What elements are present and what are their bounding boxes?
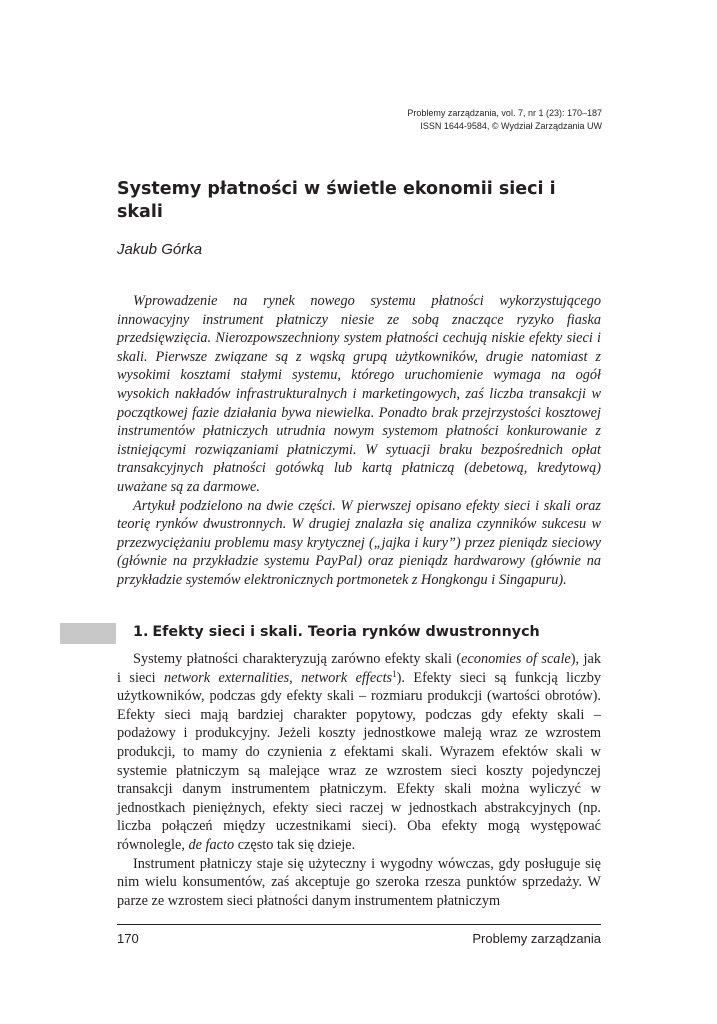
section-number: 1. <box>133 624 149 640</box>
abstract-paragraph-2: Artykuł podzielono na dwie części. W pierwszej opisano efekty sieci i skali oraz teorię rynków dwustronnych. W drugiej znalazła się analiza czynników sukcesu w przezwyciężaniu problemu masy krytycznej („jajka i kury”) przez pieniądz sieciowy (głównie na przykładzie systemu PayPal) oraz pieniądz hardwarowy (głównie na przykładzie systemów elektronicznych portmonetek z Hongkongu i Singapuru). <box>117 497 601 588</box>
text-run: ), jak i sieci <box>117 651 601 686</box>
running-header <box>142 107 602 133</box>
section-heading <box>133 622 540 642</box>
body-text <box>117 650 601 910</box>
body-paragraph-1 <box>117 650 601 855</box>
journal-citation: Problemy zarządzania, vol. 7, nr 1 (23): 170–187 <box>407 108 602 118</box>
section-marker-bar <box>60 623 116 644</box>
text-run: Systemy płatności charakteryzują zarówno efekty skali ( <box>133 651 462 667</box>
section-title: Efekty sieci i skali. Teoria rynków dwustronnych <box>152 624 540 640</box>
abstract-paragraph-1: Wprowadzenie na rynek nowego systemu płatności wykorzystującego innowacyjny instrument płatniczy niesie ze sobą znaczące ryzyko fiaska przedsięwzięcia. Nierozpowszechniony system płatności cechują niskie efekty sieci i skali. Pierwsze związane są z wąską grupą użytkowników, drugie natomiast z wysokimi kosztami stałymi systemu, którego uruchomienie wymaga na ogół wysokich nakładów infrastrukturalnych i marketingowych, zaś liczba transakcji w początkowej fazie działania bywa niewielka. Ponadto brak przejrzystości kosztowej instrumentów płatniczych utrudnia nowym systemom płatności konkurowanie z istniejącymi rozwiązaniami płatniczymi. W sytuacji braku bezpośrednich opłat transakcyjnych płatności gotówką lub kartą płatniczą (debetową, kredytową) uważane są za darmowe. <box>117 293 601 495</box>
text-run: ). Efekty sieci są funkcją liczby użytkowników, podczas gdy efekty skali – rozmiaru produkcji (wartości obrotów). Efekty sieci mają bardziej charakter popytowy, podczas gdy efekty skali – podażowy i produkcyjny. Jeżeli koszty jednostkowe maleją wraz ze wzrostem produkcji, to mamy do czynienia z efektami skali. Wyrazem efektów skali w systemie płatniczym są malejące wraz ze wzrostem sieci koszty pojedynczej transakcji danym instrumentem płatniczym. Efekty skali można wyliczyć w jednostkach pieniężnych, efekty sieci raczej w jednostkach abstrakcyjnych (np. liczba połączeń między uczestnikami sieci). Oba efekty mogą występować równolegle, <box>117 669 601 853</box>
italic-term: network externalities, network effects <box>164 669 393 686</box>
body-paragraph-2: Instrument płatniczy staje się użyteczny i wygodny wówczas, gdy posługuje się nim wielu konsumentów, zaś akceptuje go szeroka rzesza punktów sprzedaży. W parze ze wzrostem sieci płatności danym instrumentem płatniczym <box>117 855 601 909</box>
text-run: często tak się dzieje. <box>234 836 356 853</box>
article-title: Systemy płatności w świetle ekonomii sieci i skali <box>117 179 556 222</box>
page-number: 170 <box>117 931 139 946</box>
abstract <box>117 292 601 590</box>
issn-line: ISSN 1644-9584, © Wydział Zarządzania UW <box>420 121 602 131</box>
footnote-ref[interactable]: 1 <box>392 668 397 679</box>
italic-term: economies of scale <box>461 651 571 667</box>
footer-journal-name: Problemy zarządzania <box>472 931 601 946</box>
italic-term: de facto <box>188 836 235 853</box>
article-author: Jakub Górka <box>117 241 203 258</box>
footer-rule <box>117 924 601 925</box>
